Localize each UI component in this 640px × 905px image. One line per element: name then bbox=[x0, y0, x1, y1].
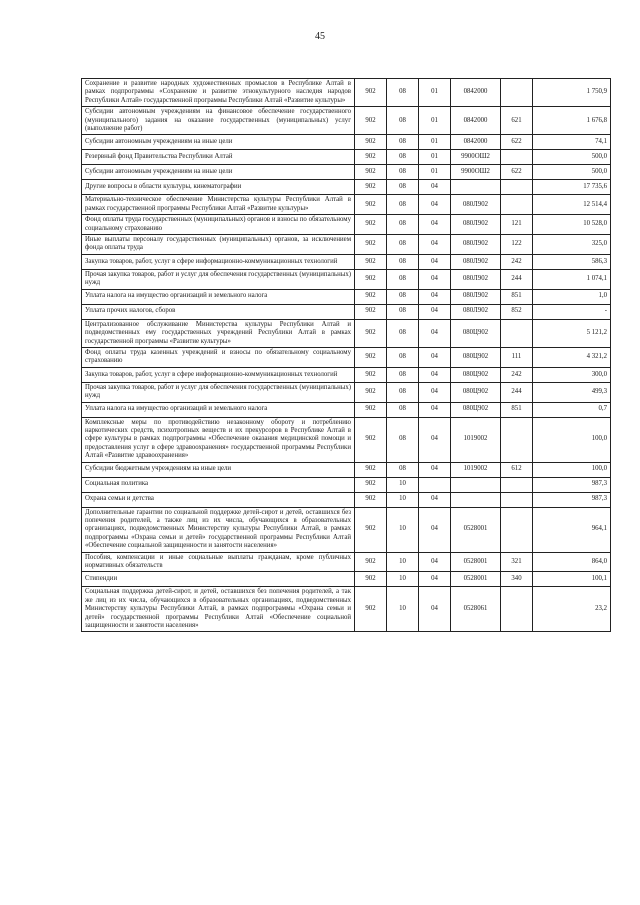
row-description: Стипендии bbox=[82, 572, 355, 587]
row-subsection-code: 04 bbox=[419, 417, 451, 462]
table-row bbox=[82, 79, 611, 107]
row-expense-type-code bbox=[501, 507, 533, 552]
table-row bbox=[82, 382, 611, 402]
table-row bbox=[82, 507, 611, 552]
row-subsection-code: 04 bbox=[419, 254, 451, 269]
row-expense-type-code bbox=[501, 79, 533, 107]
row-grbs-code: 902 bbox=[355, 402, 387, 417]
row-amount: 500,0 bbox=[533, 150, 611, 165]
row-section-code: 10 bbox=[387, 587, 419, 632]
row-expense-type-code: 321 bbox=[501, 552, 533, 572]
row-subsection-code: 04 bbox=[419, 347, 451, 367]
table-row bbox=[82, 587, 611, 632]
row-expense-type-code bbox=[501, 195, 533, 215]
row-subsection-code: 04 bbox=[419, 215, 451, 235]
page-number: 45 bbox=[315, 31, 325, 42]
row-amount: - bbox=[533, 304, 611, 319]
row-subsection-code: 04 bbox=[419, 402, 451, 417]
row-grbs-code: 902 bbox=[355, 477, 387, 492]
row-subsection-code: 04 bbox=[419, 492, 451, 507]
row-expense-type-code bbox=[501, 150, 533, 165]
row-target-article-code: 9900ОШ2 bbox=[451, 150, 501, 165]
row-subsection-code: 04 bbox=[419, 319, 451, 347]
row-expense-type-code: 244 bbox=[501, 269, 533, 289]
row-subsection-code: 04 bbox=[419, 304, 451, 319]
table-row bbox=[82, 417, 611, 462]
row-target-article-code: 0528001 bbox=[451, 552, 501, 572]
row-expense-type-code: 622 bbox=[501, 165, 533, 180]
row-section-code: 08 bbox=[387, 462, 419, 477]
table-row bbox=[82, 367, 611, 382]
row-section-code: 08 bbox=[387, 235, 419, 255]
row-section-code: 10 bbox=[387, 552, 419, 572]
row-target-article-code: 1019002 bbox=[451, 462, 501, 477]
row-subsection-code: 01 bbox=[419, 79, 451, 107]
row-description: Закупка товаров, работ, услуг в сфере информационно-коммуникационных технологий bbox=[82, 367, 355, 382]
row-expense-type-code: 852 bbox=[501, 304, 533, 319]
row-expense-type-code bbox=[501, 587, 533, 632]
row-target-article-code: 0528001 bbox=[451, 572, 501, 587]
row-target-article-code: 080Л902 bbox=[451, 235, 501, 255]
row-section-code: 08 bbox=[387, 304, 419, 319]
row-target-article-code: 0528061 bbox=[451, 587, 501, 632]
table-row bbox=[82, 289, 611, 304]
row-amount: 964,1 bbox=[533, 507, 611, 552]
row-expense-type-code: 244 bbox=[501, 382, 533, 402]
row-amount: 864,0 bbox=[533, 552, 611, 572]
table-row bbox=[82, 319, 611, 347]
row-description: Пособия, компенсации и иные социальные выплаты гражданам, кроме публичных нормативных обязательств bbox=[82, 552, 355, 572]
row-amount: 100,0 bbox=[533, 462, 611, 477]
row-amount: 74,1 bbox=[533, 135, 611, 150]
row-section-code: 08 bbox=[387, 215, 419, 235]
row-subsection-code: 04 bbox=[419, 587, 451, 632]
table-row bbox=[82, 572, 611, 587]
row-target-article-code: 080Л902 bbox=[451, 304, 501, 319]
row-grbs-code: 902 bbox=[355, 165, 387, 180]
row-grbs-code: 902 bbox=[355, 417, 387, 462]
row-target-article-code: 0842000 bbox=[451, 79, 501, 107]
row-grbs-code: 902 bbox=[355, 254, 387, 269]
row-description: Уплата прочих налогов, сборов bbox=[82, 304, 355, 319]
table-row bbox=[82, 107, 611, 135]
row-subsection-code: 04 bbox=[419, 462, 451, 477]
row-grbs-code: 902 bbox=[355, 587, 387, 632]
table-row bbox=[82, 462, 611, 477]
row-description: Субсидии бюджетным учреждениям на иные цели bbox=[82, 462, 355, 477]
table-row bbox=[82, 552, 611, 572]
row-description: Прочая закупка товаров, работ и услуг для обеспечения государственных (муниципальных) нужд bbox=[82, 269, 355, 289]
row-section-code: 08 bbox=[387, 165, 419, 180]
row-subsection-code: 04 bbox=[419, 289, 451, 304]
row-amount: 5 121,2 bbox=[533, 319, 611, 347]
row-grbs-code: 902 bbox=[355, 492, 387, 507]
row-subsection-code: 04 bbox=[419, 552, 451, 572]
row-amount: 1 676,8 bbox=[533, 107, 611, 135]
row-amount: 4 321,2 bbox=[533, 347, 611, 367]
table-row bbox=[82, 215, 611, 235]
row-section-code: 08 bbox=[387, 150, 419, 165]
budget-table bbox=[81, 78, 611, 632]
row-target-article-code: 080Ц902 bbox=[451, 367, 501, 382]
row-grbs-code: 902 bbox=[355, 269, 387, 289]
row-amount: 987,3 bbox=[533, 492, 611, 507]
row-grbs-code: 902 bbox=[355, 107, 387, 135]
row-grbs-code: 902 bbox=[355, 195, 387, 215]
table-row bbox=[82, 492, 611, 507]
row-amount: 500,0 bbox=[533, 165, 611, 180]
row-section-code: 08 bbox=[387, 135, 419, 150]
row-expense-type-code bbox=[501, 492, 533, 507]
row-target-article-code: 0528001 bbox=[451, 507, 501, 552]
row-subsection-code: 01 bbox=[419, 150, 451, 165]
row-section-code: 10 bbox=[387, 507, 419, 552]
row-amount: 300,0 bbox=[533, 367, 611, 382]
row-section-code: 08 bbox=[387, 367, 419, 382]
row-grbs-code: 902 bbox=[355, 150, 387, 165]
row-grbs-code: 902 bbox=[355, 135, 387, 150]
row-expense-type-code: 122 bbox=[501, 235, 533, 255]
row-amount: 987,3 bbox=[533, 477, 611, 492]
row-description: Дополнительные гарантии по социальной поддержке детей-сирот и детей, оставшихся без попечения родителей, а также лиц из их числа, обучающихся в образовательных организациях, подведомственных Министерству культуры Республики Алтай, в рамках подпрограммы «Охрана семьи и детей» государственной программы Республики Алтай «Обеспечение социальной защищенности и занятости населения» bbox=[82, 507, 355, 552]
row-expense-type-code: 612 bbox=[501, 462, 533, 477]
row-grbs-code: 902 bbox=[355, 367, 387, 382]
row-target-article-code: 080Ц902 bbox=[451, 319, 501, 347]
row-grbs-code: 902 bbox=[355, 304, 387, 319]
row-subsection-code: 01 bbox=[419, 165, 451, 180]
row-target-article-code: 080Ц902 bbox=[451, 402, 501, 417]
row-amount: 499,3 bbox=[533, 382, 611, 402]
row-subsection-code bbox=[419, 477, 451, 492]
row-target-article-code: 0842000 bbox=[451, 135, 501, 150]
table-row bbox=[82, 180, 611, 195]
row-amount: 1 750,9 bbox=[533, 79, 611, 107]
row-target-article-code: 0842000 bbox=[451, 107, 501, 135]
row-expense-type-code bbox=[501, 180, 533, 195]
row-amount: 100,0 bbox=[533, 417, 611, 462]
row-description: Сохранение и развитие народных художественных промыслов в Республике Алтай в рамках подпрограммы «Сохранение и развитие этнокультурного наследия народов Республики Алтай» государственной программы Республики Алтай «Развитие культуры» bbox=[82, 79, 355, 107]
row-subsection-code: 04 bbox=[419, 180, 451, 195]
row-grbs-code: 902 bbox=[355, 572, 387, 587]
row-section-code: 08 bbox=[387, 417, 419, 462]
row-expense-type-code: 242 bbox=[501, 367, 533, 382]
row-target-article-code bbox=[451, 477, 501, 492]
row-target-article-code: 080Л902 bbox=[451, 195, 501, 215]
row-grbs-code: 902 bbox=[355, 552, 387, 572]
row-amount: 0,7 bbox=[533, 402, 611, 417]
table-row bbox=[82, 254, 611, 269]
row-description: Материально-техническое обеспечение Министерства культуры Республики Алтай в рамках государственной программы Республики Алтай «Развитие культуры» bbox=[82, 195, 355, 215]
row-description: Охрана семьи и детства bbox=[82, 492, 355, 507]
row-amount: 23,2 bbox=[533, 587, 611, 632]
row-grbs-code: 902 bbox=[355, 507, 387, 552]
row-grbs-code: 902 bbox=[355, 382, 387, 402]
row-subsection-code: 04 bbox=[419, 367, 451, 382]
row-amount: 586,3 bbox=[533, 254, 611, 269]
row-section-code: 08 bbox=[387, 402, 419, 417]
row-section-code: 10 bbox=[387, 572, 419, 587]
row-grbs-code: 902 bbox=[355, 235, 387, 255]
row-description: Фонд оплаты труда казенных учреждений и взносы по обязательному социальному страхованию bbox=[82, 347, 355, 367]
row-subsection-code: 04 bbox=[419, 507, 451, 552]
row-target-article-code: 080Л902 bbox=[451, 215, 501, 235]
row-amount: 325,0 bbox=[533, 235, 611, 255]
row-expense-type-code bbox=[501, 417, 533, 462]
row-description: Субсидии автономным учреждениям на иные цели bbox=[82, 135, 355, 150]
row-description: Уплата налога на имущество организаций и земельного налога bbox=[82, 402, 355, 417]
row-grbs-code: 902 bbox=[355, 289, 387, 304]
row-section-code: 08 bbox=[387, 254, 419, 269]
row-subsection-code: 04 bbox=[419, 269, 451, 289]
row-section-code: 08 bbox=[387, 289, 419, 304]
row-expense-type-code: 851 bbox=[501, 402, 533, 417]
row-expense-type-code: 621 bbox=[501, 107, 533, 135]
row-amount: 1,0 bbox=[533, 289, 611, 304]
row-section-code: 10 bbox=[387, 492, 419, 507]
row-subsection-code: 04 bbox=[419, 235, 451, 255]
row-amount: 100,1 bbox=[533, 572, 611, 587]
row-description: Централизованное обслуживание Министерства культуры Республики Алтай и подведомственных ему государственных учреждений Республики Алтай в рамках государственной программы «Развитие культуры» bbox=[82, 319, 355, 347]
row-description: Прочая закупка товаров, работ и услуг для обеспечения государственных (муниципальных) нужд bbox=[82, 382, 355, 402]
row-grbs-code: 902 bbox=[355, 180, 387, 195]
row-target-article-code: 9900ОШ2 bbox=[451, 165, 501, 180]
row-target-article-code: 080Л902 bbox=[451, 269, 501, 289]
row-description: Фонд оплаты труда государственных (муниципальных) органов и взносы по обязательному социальному страхованию bbox=[82, 215, 355, 235]
row-section-code: 08 bbox=[387, 195, 419, 215]
row-target-article-code: 080Л902 bbox=[451, 254, 501, 269]
row-expense-type-code: 851 bbox=[501, 289, 533, 304]
row-grbs-code: 902 bbox=[355, 215, 387, 235]
row-section-code: 10 bbox=[387, 477, 419, 492]
row-section-code: 08 bbox=[387, 269, 419, 289]
row-description: Субсидии автономным учреждениям на иные цели bbox=[82, 165, 355, 180]
row-description: Уплата налога на имущество организаций и земельного налога bbox=[82, 289, 355, 304]
row-description: Другие вопросы в области культуры, кинематографии bbox=[82, 180, 355, 195]
row-target-article-code: 080Ц902 bbox=[451, 382, 501, 402]
row-section-code: 08 bbox=[387, 79, 419, 107]
row-grbs-code: 902 bbox=[355, 347, 387, 367]
table-row bbox=[82, 304, 611, 319]
row-section-code: 08 bbox=[387, 180, 419, 195]
row-section-code: 08 bbox=[387, 382, 419, 402]
row-target-article-code: 080Л902 bbox=[451, 289, 501, 304]
row-expense-type-code: 340 bbox=[501, 572, 533, 587]
table-row bbox=[82, 150, 611, 165]
row-expense-type-code: 622 bbox=[501, 135, 533, 150]
row-section-code: 08 bbox=[387, 107, 419, 135]
row-amount: 10 528,0 bbox=[533, 215, 611, 235]
table-row bbox=[82, 347, 611, 367]
row-target-article-code: 1019002 bbox=[451, 417, 501, 462]
row-subsection-code: 01 bbox=[419, 107, 451, 135]
row-amount: 1 074,1 bbox=[533, 269, 611, 289]
table-row bbox=[82, 235, 611, 255]
table-row bbox=[82, 195, 611, 215]
row-target-article-code: 080Ц902 bbox=[451, 347, 501, 367]
row-description: Закупка товаров, работ, услуг в сфере информационно-коммуникационных технологий bbox=[82, 254, 355, 269]
row-expense-type-code bbox=[501, 477, 533, 492]
row-description: Социальная поддержка детей-сирот, и детей, оставшихся без попечения родителей, а так же лиц из их числа, обучающихся в образовательных организациях, подведомственных Министерству культуры Республики Алтай, в рамках подпрограммы «Охрана семьи и детей» государственной программы Республики Алтай «Обеспечение социальной защищенности и занятости населения» bbox=[82, 587, 355, 632]
row-expense-type-code: 121 bbox=[501, 215, 533, 235]
row-target-article-code bbox=[451, 180, 501, 195]
table-row bbox=[82, 402, 611, 417]
row-description: Комплексные меры по противодействию незаконному обороту и потреблению наркотических средств, психотропных веществ и их прекурсоров в Республике Алтай в сфере культуры в рамках подпрограммы «Обеспечение оказания медицинской помощи и предоставления услуг в сфере здравоохранения» государственной программы Республики Алтай «Развитие здравоохранения» bbox=[82, 417, 355, 462]
row-section-code: 08 bbox=[387, 347, 419, 367]
row-expense-type-code: 242 bbox=[501, 254, 533, 269]
table-row bbox=[82, 135, 611, 150]
row-target-article-code bbox=[451, 492, 501, 507]
table-row bbox=[82, 477, 611, 492]
row-description: Социальная политика bbox=[82, 477, 355, 492]
row-amount: 12 514,4 bbox=[533, 195, 611, 215]
row-grbs-code: 902 bbox=[355, 79, 387, 107]
row-section-code: 08 bbox=[387, 319, 419, 347]
table-row bbox=[82, 165, 611, 180]
row-subsection-code: 04 bbox=[419, 382, 451, 402]
row-description: Иные выплаты персоналу государственных (муниципальных) органов, за исключением фонда оплаты труда bbox=[82, 235, 355, 255]
row-subsection-code: 04 bbox=[419, 195, 451, 215]
row-subsection-code: 01 bbox=[419, 135, 451, 150]
table-row bbox=[82, 269, 611, 289]
row-expense-type-code: 111 bbox=[501, 347, 533, 367]
row-subsection-code: 04 bbox=[419, 572, 451, 587]
row-expense-type-code bbox=[501, 319, 533, 347]
row-amount: 17 735,6 bbox=[533, 180, 611, 195]
row-grbs-code: 902 bbox=[355, 319, 387, 347]
row-description: Резервный фонд Правительства Республики Алтай bbox=[82, 150, 355, 165]
row-description: Субсидии автономным учреждениям на финансовое обеспечение государственного (муниципального) задания на оказание государственных (муниципальных) услуг (выполнение работ) bbox=[82, 107, 355, 135]
row-grbs-code: 902 bbox=[355, 462, 387, 477]
